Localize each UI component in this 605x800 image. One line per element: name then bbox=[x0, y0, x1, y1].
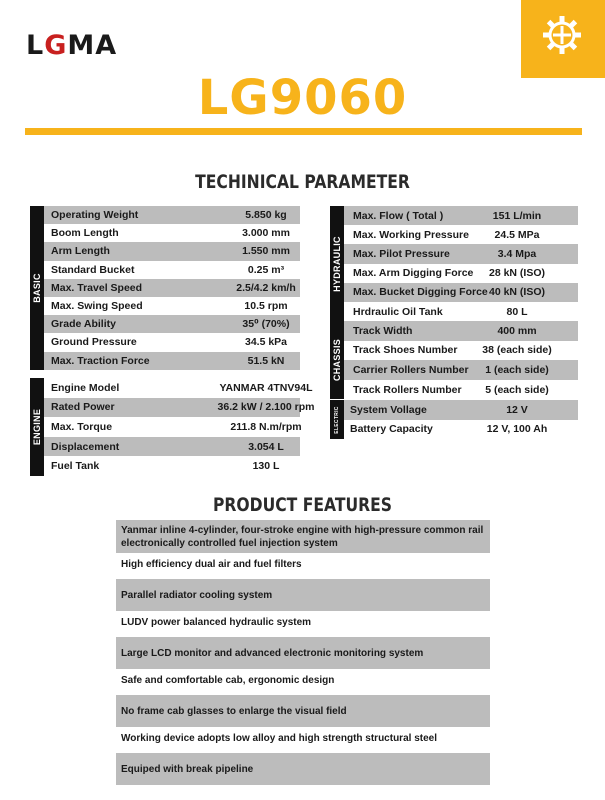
basic-group-label: BASIC bbox=[32, 273, 42, 303]
spec-label: Max. Working Pressure bbox=[353, 228, 469, 241]
spec-value: 35⁰ (70%) bbox=[242, 318, 290, 331]
feature-text: Equiped with break pipeline bbox=[121, 763, 254, 775]
spec-row bbox=[344, 321, 578, 341]
spec-value: 12 V, 100 Ah bbox=[486, 423, 548, 436]
spec-row bbox=[44, 261, 300, 279]
spec-value: 1.550 mm bbox=[242, 245, 290, 258]
spec-value: 24.5 MPa bbox=[494, 228, 540, 241]
spec-label: Ground Pressure bbox=[51, 336, 137, 349]
spec-label: Max. Traction Force bbox=[51, 354, 150, 367]
spec-value: 12 V bbox=[506, 403, 528, 416]
spec-row bbox=[344, 380, 578, 400]
feature-item bbox=[116, 669, 490, 691]
spec-label: Max. Bucket Digging Force bbox=[353, 286, 488, 299]
spec-value: 51.5 kN bbox=[247, 354, 285, 367]
hydraulic-spec-group bbox=[330, 206, 578, 321]
spec-label: Track Rollers Number bbox=[353, 383, 462, 396]
feature-text: Yanmar inline 4-cylinder, four-stroke engine with high-pressure common rail electronically controlled fuel injection system bbox=[121, 524, 484, 549]
spec-value: 3.000 mm bbox=[242, 227, 290, 240]
basic-spec-group bbox=[30, 206, 300, 370]
spec-label: Displacement bbox=[51, 440, 120, 453]
feature-text: Safe and comfortable cab, ergonomic design bbox=[121, 674, 335, 686]
spec-value: 3.054 L bbox=[248, 440, 284, 453]
spec-label: Fuel Tank bbox=[51, 460, 100, 473]
spec-value: YANMAR 4TNV94L bbox=[219, 381, 313, 394]
spec-label: Arm Length bbox=[51, 245, 110, 258]
spec-value: 36.2 kW / 2.100 rpm bbox=[217, 401, 315, 414]
feature-item bbox=[116, 695, 490, 727]
spec-label: Max. Pilot Pressure bbox=[353, 247, 450, 260]
spec-row bbox=[344, 400, 578, 420]
engine-group-label: ENGINE bbox=[32, 408, 42, 446]
spec-label: Boom Length bbox=[51, 227, 119, 240]
feature-item bbox=[116, 611, 490, 633]
gear-icon bbox=[541, 14, 583, 56]
hydraulic-group-label: HYDRAULIC bbox=[332, 235, 342, 292]
spec-row bbox=[44, 352, 300, 370]
spec-label: Hrdraulic Oil Tank bbox=[353, 305, 443, 318]
spec-row bbox=[344, 264, 578, 283]
electric-group-label: ELECTRIC bbox=[334, 405, 340, 434]
spec-row bbox=[44, 242, 300, 260]
spec-label: Max. Arm Digging Force bbox=[353, 267, 474, 280]
spec-value: 34.5 kPa bbox=[244, 336, 288, 349]
spec-row bbox=[44, 437, 300, 457]
spec-value: 38 (each side) bbox=[482, 344, 552, 357]
spec-value: 400 mm bbox=[497, 324, 537, 337]
spec-label: Standard Bucket bbox=[51, 263, 135, 276]
spec-value: 211.8 N.m/rpm bbox=[230, 420, 302, 433]
spec-row bbox=[44, 456, 300, 476]
chassis-spec-group bbox=[330, 321, 578, 399]
hydraulic-group-label-bar bbox=[330, 206, 344, 321]
spec-row bbox=[44, 315, 300, 333]
header-divider bbox=[25, 128, 582, 135]
spec-value: 0.25 m³ bbox=[247, 263, 285, 276]
spec-value: 1 (each side) bbox=[485, 363, 549, 376]
chassis-group-label: CHASSIS bbox=[332, 339, 342, 382]
spec-value: 5 (each side) bbox=[485, 383, 549, 396]
basic-group-label-bar bbox=[30, 206, 44, 370]
features-section-title: PRODUCT FEATURES bbox=[212, 494, 392, 516]
spec-value: 151 L/min bbox=[492, 209, 542, 222]
electric-spec-group bbox=[330, 400, 578, 439]
spec-label: Grade Ability bbox=[51, 318, 116, 331]
spec-value: 28 kN (ISO) bbox=[488, 267, 546, 280]
spec-row bbox=[344, 341, 578, 361]
spec-label: System Vollage bbox=[350, 403, 427, 416]
feature-item bbox=[116, 637, 490, 669]
spec-row bbox=[44, 417, 300, 437]
spec-row bbox=[344, 420, 578, 440]
spec-row bbox=[344, 302, 578, 321]
spec-label: Max. Torque bbox=[51, 420, 113, 433]
spec-row bbox=[344, 244, 578, 263]
spec-row bbox=[44, 297, 300, 315]
feature-item bbox=[116, 753, 490, 785]
spec-value: 130 L bbox=[252, 460, 280, 473]
engine-group-label-bar bbox=[30, 378, 44, 476]
spec-section-title: TECHINICAL PARAMETER bbox=[195, 171, 410, 193]
spec-row bbox=[44, 398, 315, 418]
spec-value: 40 kN (ISO) bbox=[488, 286, 546, 299]
corner-badge bbox=[521, 0, 605, 78]
chassis-group-label-bar bbox=[330, 321, 344, 399]
feature-text: Parallel radiator cooling system bbox=[121, 589, 273, 601]
spec-row bbox=[44, 333, 300, 351]
spec-row bbox=[44, 224, 300, 242]
spec-label: Max. Flow ( Total ) bbox=[353, 209, 444, 222]
spec-label: Max. Swing Speed bbox=[51, 300, 143, 313]
spec-label: Track Width bbox=[353, 324, 413, 337]
feature-text: No frame cab glasses to enlarge the visual field bbox=[121, 705, 347, 717]
feature-text: Working device adopts low alloy and high strength structural steel bbox=[121, 732, 437, 744]
spec-value: 2.5/4.2 km/h bbox=[236, 281, 296, 294]
spec-row bbox=[344, 360, 578, 380]
spec-value: 5.850 kg bbox=[245, 209, 287, 222]
spec-row bbox=[44, 206, 300, 224]
feature-text: LUDV power balanced hydraulic system bbox=[121, 616, 312, 628]
feature-text: Large LCD monitor and advanced electronic monitoring system bbox=[121, 647, 424, 659]
spec-label: Carrier Rollers Number bbox=[353, 363, 469, 376]
spec-row bbox=[44, 378, 313, 398]
spec-label: Rated Power bbox=[51, 401, 115, 414]
feature-item bbox=[116, 579, 490, 611]
spec-label: Max. Travel Speed bbox=[51, 281, 143, 294]
spec-row bbox=[344, 206, 578, 225]
feature-item bbox=[116, 553, 490, 575]
spec-value: 3.4 Mpa bbox=[497, 247, 537, 260]
spec-row bbox=[44, 279, 300, 297]
spec-row bbox=[344, 283, 578, 302]
spec-row bbox=[344, 225, 578, 244]
spec-value: 80 L bbox=[506, 305, 528, 318]
spec-label: Engine Model bbox=[51, 381, 120, 394]
spec-value: 10.5 rpm bbox=[244, 300, 288, 313]
brand-logo: LGMA bbox=[26, 30, 118, 61]
spec-label: Battery Capacity bbox=[350, 423, 433, 436]
feature-item bbox=[116, 520, 490, 553]
engine-spec-group bbox=[30, 378, 315, 476]
spec-label: Operating Weight bbox=[51, 209, 139, 222]
feature-item bbox=[116, 727, 490, 749]
model-title: LG9060 bbox=[197, 70, 408, 126]
feature-text: High efficiency dual air and fuel filters bbox=[121, 558, 302, 570]
spec-label: Track Shoes Number bbox=[353, 344, 458, 357]
electric-group-label-bar bbox=[330, 400, 344, 439]
